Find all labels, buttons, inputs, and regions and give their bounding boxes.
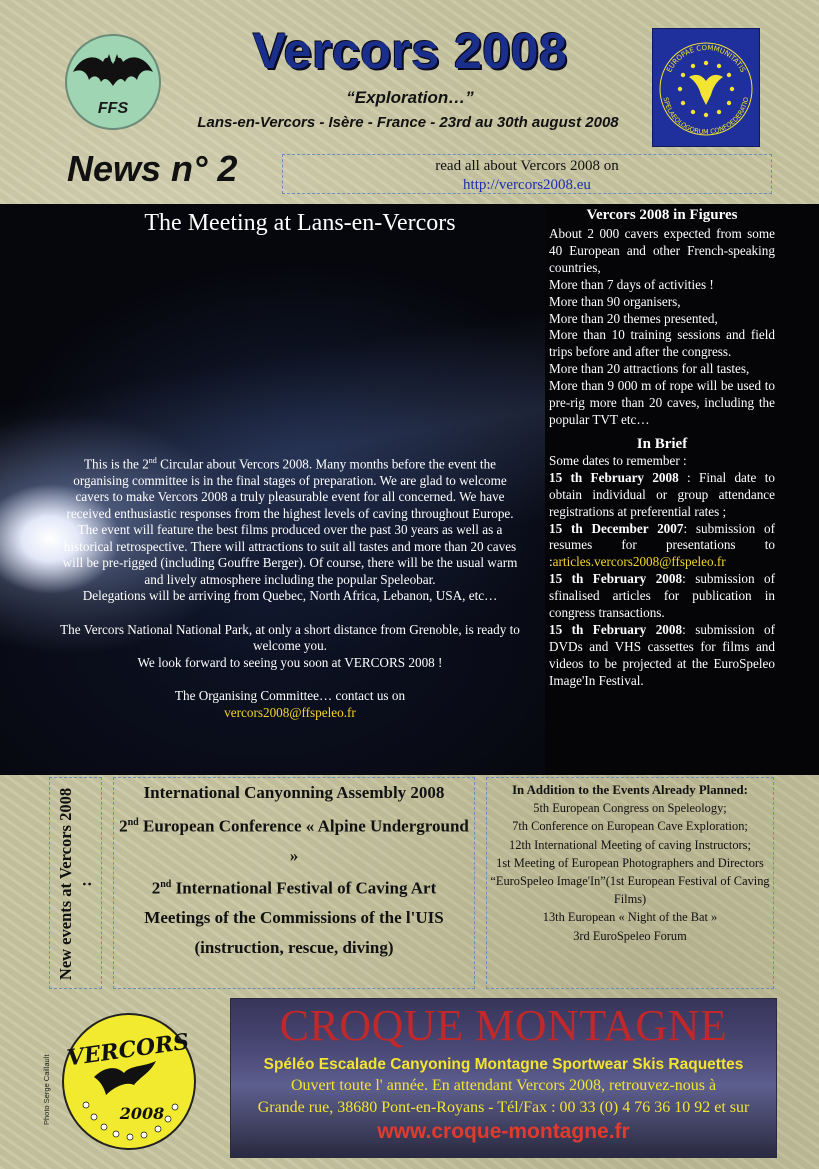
new-event-item: International Canyonning Assembly 2008 bbox=[143, 783, 445, 802]
ad-title: CROQUE MONTAGNE bbox=[279, 1001, 728, 1050]
croque-montagne-ad bbox=[230, 998, 777, 1158]
meeting-text bbox=[55, 453, 525, 721]
brief-item: 15 th February 2008: submission of DVDs and VHS cassettes for films and videos to be projected at the EuroSpeleo Image'In Festival. bbox=[549, 621, 775, 688]
eurospeleo-logo-text-bottom: SPELAEOLOGORUM CONFOEDERATIO bbox=[661, 96, 751, 137]
website-prompt: read all about Vercors 2008 on bbox=[435, 158, 619, 174]
additional-event-item: 7th Conference on European Cave Exploration; bbox=[512, 819, 748, 834]
contact-email-link[interactable]: vercors2008@ffspeleo.fr bbox=[224, 704, 356, 720]
subtitle: “Exploration…” bbox=[346, 88, 474, 107]
figures-item: More than 10 training sessions and field trips before and after the congress. bbox=[549, 327, 775, 360]
figures-item: More than 7 days of activities ! bbox=[549, 276, 714, 292]
figures-column bbox=[549, 206, 775, 690]
ad-opening-text: Ouvert toute l' année. En attendant Vercors 2008, retrouvez-nous à bbox=[290, 1077, 717, 1094]
figures-item: More than 90 organisers, bbox=[549, 293, 681, 309]
additional-event-item: 13th European « Night of the Bat » bbox=[542, 910, 718, 925]
park-text: The Vercors National National Park, at only a short distance from Grenoble, is ready to welcome you. bbox=[60, 621, 520, 654]
brief-section bbox=[549, 435, 775, 690]
ad-website-link[interactable]: www.croque-montagne.fr bbox=[377, 1120, 630, 1143]
ad-activities: Spéléo Escalade Canyoning Montagne Sportwear Skis Raquettes bbox=[263, 1056, 744, 1073]
new-events-box bbox=[113, 777, 475, 989]
website-link[interactable]: http://vercors2008.eu bbox=[463, 177, 591, 193]
additional-events-title: In Addition to the Events Already Planned: bbox=[512, 783, 748, 797]
vercors-logo-text: VERCORS bbox=[65, 1028, 191, 1072]
page-title: Vercors 2008 bbox=[252, 23, 568, 79]
additional-event-item: “EuroSpeleo Image'In”(1st European Festival of Caving Films) bbox=[490, 874, 770, 907]
look-forward-text: We look forward to seeing you soon at VERCORS 2008 ! bbox=[137, 654, 443, 670]
ffs-logo-text: FFS bbox=[97, 100, 129, 117]
figures-item: More than 20 themes presented, bbox=[549, 310, 718, 326]
brief-item: 15 th February 2008: submission of sfinalised articles for publication in congress transactions. bbox=[549, 571, 775, 621]
meeting-title: The Meeting at Lans-en-Vercors bbox=[144, 210, 456, 236]
website-box bbox=[282, 154, 772, 194]
new-events-label: New events at Vercors 2008 : bbox=[56, 787, 95, 981]
eurospeleo-logo bbox=[652, 28, 760, 147]
figures-item: More than 9 000 m of rope will be used to pre-rig more than 20 caves, including the popular TVT etc… bbox=[549, 378, 775, 427]
articles-email-link[interactable]: articles.vercors2008@ffspeleo.fr bbox=[552, 554, 726, 570]
intro-paragraph: This is the 2nd Circular about Vercors 2008. Many months before the event the organising committee is in the final stages of preparation. We are glad to welcome cavers to make Vercors 2008 a truly pleasurable event for all concerned. We have received enthusiastic responses from the highest levels of caving throughout Europe. The event will feature the best films produced over the past 30 years as well as a historical retrospective. There will attractions to suit all tastes and more than 20 caves will be pre-rigged (including Gouffre Berger). Of course, there will be the usual warm and lively atmosphere including the popular Speleobar. bbox=[62, 456, 518, 587]
additional-event-item: 1st Meeting of European Photographers and Directors bbox=[496, 855, 764, 870]
bat-icon bbox=[689, 75, 723, 105]
ad-address-text: Grande rue, 38680 Pont-en-Royans - Tél/Fax : 00 33 (0) 4 76 36 10 92 et sur bbox=[257, 1099, 750, 1116]
figures-title: Vercors 2008 in Figures bbox=[586, 207, 738, 223]
vercors-logo-year: 2008 bbox=[119, 1104, 165, 1123]
eurospeleo-logo-text-top: EUROPAE COMMUNITATIS bbox=[665, 43, 747, 74]
additional-event-item: 3rd EuroSpeleo Forum bbox=[573, 928, 687, 943]
photo-credit: Photo Serge Caillault bbox=[42, 1054, 51, 1125]
news-issue-title: News n° 2 bbox=[67, 148, 238, 189]
new-event-item: 2nd European Conference « Alpine Underground » bbox=[119, 816, 469, 865]
delegations-text: Delegations will be arriving from Quebec, North Africa, Lebanon, USA, etc… bbox=[82, 588, 498, 604]
figures-item: More than 20 attractions for all tastes, bbox=[549, 361, 750, 377]
new-event-item: Meetings of the Commissions of the l'UIS (instruction, rescue, diving) bbox=[144, 908, 444, 957]
event-location: Lans-en-Vercors - Isère - France - 23rd au 30th august 2008 bbox=[197, 114, 619, 131]
new-event-item: 2nd International Festival of Caving Art bbox=[151, 878, 437, 898]
vercors-2008-logo bbox=[62, 1013, 196, 1150]
additional-events-box bbox=[486, 777, 774, 989]
committee-text: The Organising Committee… contact us on bbox=[174, 688, 406, 704]
additional-event-item: 5th European Congress on Speleology; bbox=[533, 801, 727, 816]
brief-title: In Brief bbox=[636, 435, 688, 452]
brief-intro: Some dates to remember : bbox=[549, 452, 687, 468]
brief-item: 15 th December 2007: submission of resumes for presentations to :articles.vercors2008@ffspeleo.fr bbox=[549, 520, 775, 570]
figures-item: About 2 000 cavers expected from some 40 European and other French-speaking countries, bbox=[549, 226, 775, 275]
new-events-label-box bbox=[49, 777, 102, 989]
brief-item: 15 th February 2008 : Final date to obtain individual or group attendance registrations at preferential rates ; bbox=[549, 469, 775, 519]
additional-event-item: 12th International Meeting of caving Instructors; bbox=[509, 837, 751, 852]
bat-icon bbox=[71, 50, 155, 100]
ffs-logo bbox=[65, 34, 161, 130]
